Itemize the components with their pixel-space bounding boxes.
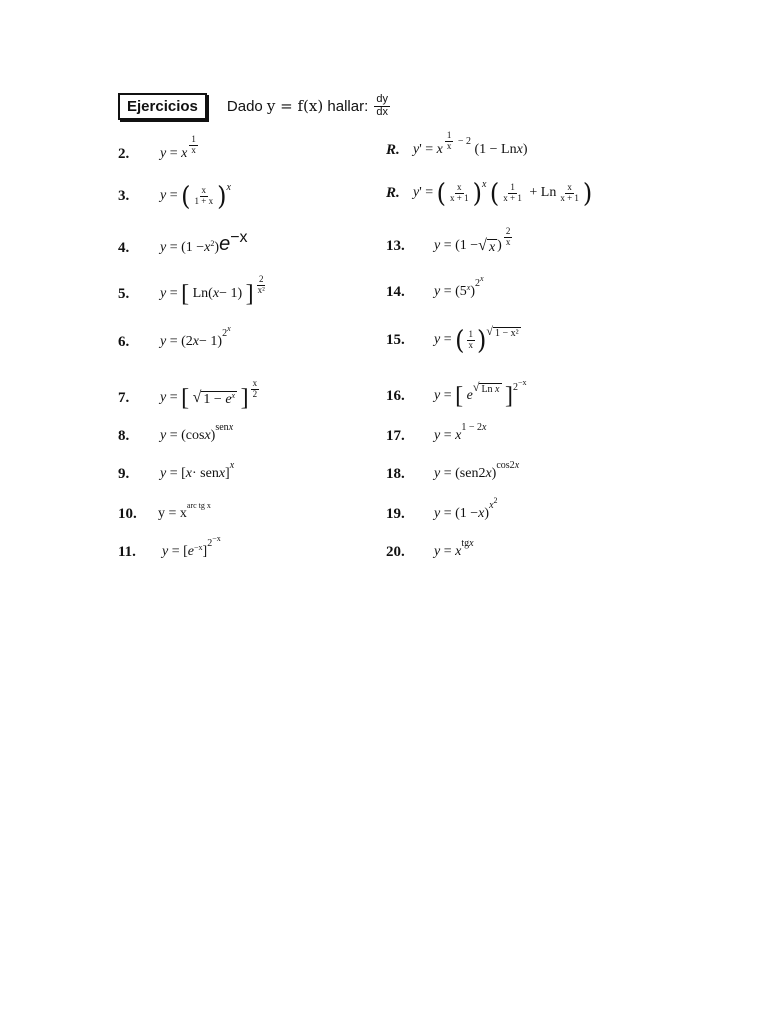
exercise-14: 14. y = (5 x ) 2 x (386, 273, 484, 300)
formula: y = [ e −x ] 2 −x (162, 533, 221, 559)
exercise-20: 20. y = x tg x (386, 537, 474, 560)
formula: y = (cos x ) sen x (160, 421, 234, 443)
answer-2: R. y ' = x $\frac{1}{x}$ − 2 (1 − Ln x ) (386, 130, 528, 170)
formula: y = ( $\frac{1}{x}$ ) √ 1 − x² (434, 323, 519, 356)
formula: y = x tg x (434, 537, 474, 559)
formula: y = x arc tg x (158, 500, 211, 521)
formula: y = (1 − x ) x 2 (434, 495, 498, 521)
formula: y = [ x · sen x ] x (160, 459, 235, 481)
exercise-16: 16. y = [ e √ Ln x ] 2 −x (386, 377, 527, 409)
exercise-header (118, 88, 392, 124)
formula: y = [ √ $1 - e^x$ ] $\frac{x}{2}$ (160, 378, 258, 411)
answer-3: R. y ' = ( $\frac{x}{x + 1}$ ) x ( $\frac{1}{x + 1}$ + Ln $\frac{x}{x + 1}$ ) (386, 177, 593, 209)
instruction-prefix: Dado (226, 97, 263, 115)
formula: y = (1 − √ x ) $\frac{2}{x}$ (434, 226, 511, 255)
exercise-10: 10. y = x arc tg x (118, 500, 211, 522)
formula: y ' = x $\frac{1}{x}$ − 2 (1 − Ln x ) (413, 130, 528, 157)
exercise-2: 2. y = x $\frac{1}{x}$ (118, 134, 200, 174)
formula: y = x $\frac{1}{x}$ (160, 134, 196, 161)
exercise-11: 11. y = [ e −x ] 2 −x (118, 533, 221, 560)
formula: y = (sen2 x ) cos2 x (434, 459, 520, 481)
formula: y = [ e √ Ln x ] 2 −x (434, 377, 527, 409)
derivative-fraction: $\frac{dy}{dx}$ (376, 92, 389, 118)
exercise-13: 13. y = (1 − √ x ) $\frac{2}{x}$ (386, 226, 514, 266)
instruction-mid: hallar: (327, 97, 369, 115)
formula: y = ( $\frac{x}{1 + x}$ ) x (160, 180, 231, 212)
exercise-18: 18. y = (sen2 x ) cos2 x (386, 459, 520, 482)
formula: y = (2 x − 1) 2 x (160, 323, 231, 349)
formula: y = [ Ln( x − 1) ] $\frac{2}{\text{x²}}$ (160, 274, 265, 307)
exercise-9: 9. y = [ x · sen x ] x (118, 459, 235, 482)
instruction-function: y = f(x) (266, 97, 324, 115)
instruction (227, 94, 392, 118)
exercises-title: Ejercicios (118, 93, 207, 120)
exercise-15: 15. y = ( $\frac{1}{x}$ ) √ 1 − x² (386, 323, 519, 356)
exercise-6: 6. y = (2 x − 1) 2 x (118, 323, 231, 350)
formula: y = (5 x ) 2 x (434, 273, 484, 299)
exercise-4: 4. y = (1 − x 2 ) e −x (118, 228, 248, 268)
exercise-5: 5. y = [ Ln( x − 1) ] $\frac{2}{\text{x²}}$ (118, 274, 269, 314)
formula: y ' = ( $\frac{x}{x + 1}$ ) x ( $\frac{1}{x + 1}$ + Ln $\frac{x}{x + 1}$ ) (413, 177, 593, 209)
exercise-3: 3. y = ( $\frac{x}{1 + x}$ ) x (118, 180, 231, 212)
exercise-17: 17. y = x 1 − 2 x (386, 421, 487, 444)
formula: y = (1 − x 2 ) e −x (160, 229, 248, 255)
formula: y = x 1 − 2 x (434, 421, 487, 443)
exercise-8: 8. y = (cos x ) sen x (118, 421, 234, 444)
exercise-19: 19. y = (1 − x ) x 2 (386, 495, 498, 522)
exercise-7: 7. y = [ √ $1 - e^x$ ] $\frac{x}{2}$ (118, 378, 261, 418)
